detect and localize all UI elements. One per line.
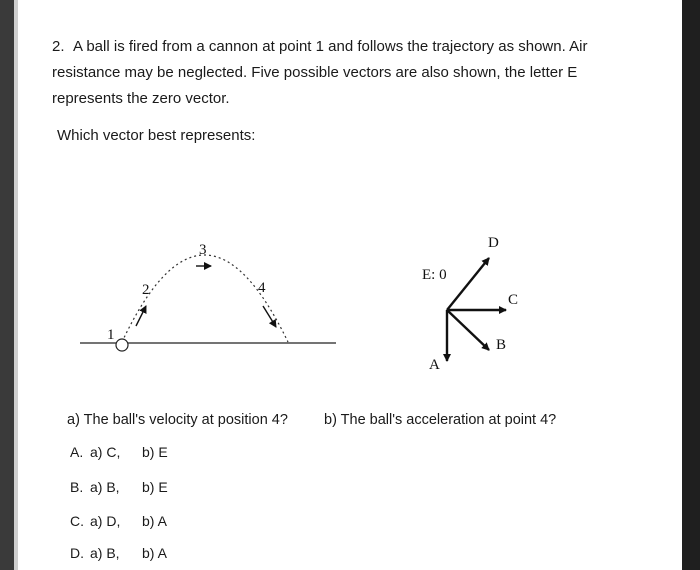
option-part-b: b) E: [142, 479, 168, 495]
point-label-3: 3: [199, 242, 207, 258]
point-label-1: 1: [107, 327, 115, 343]
vector-c-label: C: [508, 292, 519, 308]
option-part-a: a) D,: [90, 513, 121, 529]
answer-option-d[interactable]: [70, 543, 167, 564]
question-prompt: Which vector best represents:: [57, 127, 256, 144]
question-text-line-3: represents the zero vector.: [52, 90, 230, 107]
vector-options-diagram: [422, 235, 518, 373]
vector-e-label: E: 0: [422, 267, 447, 283]
option-part-b: b) A: [142, 545, 167, 561]
option-part-a: a) B,: [90, 545, 120, 561]
option-part-a: a) C,: [90, 444, 121, 460]
subquestion-a: a) The ball's velocity at position 4?: [67, 412, 288, 428]
option-part-b: b) E: [142, 444, 168, 460]
vector-b-label: B: [496, 337, 507, 353]
velocity-arrow-2: [136, 306, 146, 326]
answer-option-b[interactable]: [70, 477, 168, 498]
answer-option-c[interactable]: [70, 511, 167, 532]
option-letter: B.: [70, 479, 84, 495]
option-part-a: a) B,: [90, 479, 120, 495]
answer-option-a[interactable]: [70, 442, 168, 463]
vector-b-arrow: [447, 310, 489, 350]
point-label-4: 4: [258, 280, 266, 296]
trajectory-path: [122, 255, 288, 342]
velocity-arrow-4: [263, 306, 276, 327]
option-part-b: b) A: [142, 513, 167, 529]
cannon-icon: [116, 339, 128, 351]
option-letter: C.: [70, 513, 84, 529]
vector-a-label: A: [429, 357, 440, 373]
subquestion-b: b) The ball's acceleration at point 4?: [324, 412, 557, 428]
trajectory-diagram: [80, 242, 336, 351]
question-text-line-2: resistance may be neglected. Five possible vectors are also shown, the letter E: [52, 64, 578, 81]
point-label-2: 2: [142, 282, 150, 298]
question-text-line-1: A ball is fired from a cannon at point 1 and follows the trajectory as shown. Air: [73, 38, 588, 55]
option-letter: A.: [70, 444, 84, 460]
vector-d-label: D: [488, 235, 499, 251]
question-number: 2.: [52, 38, 65, 55]
option-letter: D.: [70, 545, 84, 561]
vector-d-arrow: [447, 258, 489, 310]
